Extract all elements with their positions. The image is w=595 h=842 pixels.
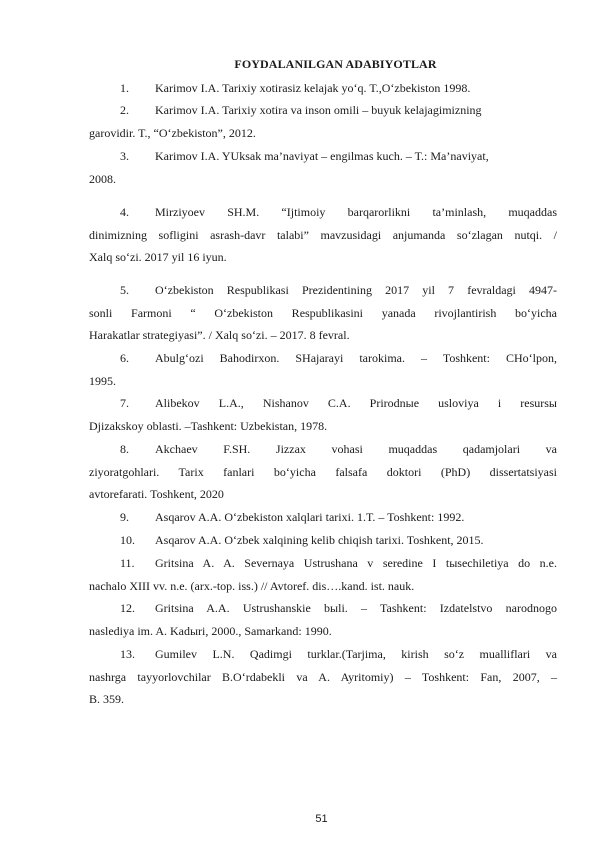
reference-text: Harakatlar strategiyasi”. / Xalq so‘zi. – 2017. 8 fevral.	[89, 328, 350, 343]
reference-text: Alibekov L.A., Nishanov C.A. Prirodnыe usloviya i resursы	[155, 396, 557, 410]
reference-item	[89, 529, 557, 552]
reference-text: B. 359.	[89, 692, 125, 707]
reference-number: 8.	[120, 442, 129, 456]
reference-text: 2008.	[89, 171, 116, 186]
reference-text: garovidir. T., “O‘zbekiston”, 2012.	[89, 125, 256, 140]
reference-number: 3.	[120, 149, 129, 163]
reference-item	[89, 201, 557, 269]
reference-text: ziyoratgohlari. Tarix fanlari bo‘yicha falsafa doktori (PhD) dissertatsiyasi	[89, 464, 557, 479]
reference-number: 2.	[120, 103, 129, 117]
reference-text: Akchaev F.SH. Jizzax vohasi muqaddas qadamjolari va	[155, 442, 557, 456]
reference-text: Xalq so‘zi. 2017 yil 16 iyun.	[89, 250, 227, 265]
reference-text: Gritsina A.A. Ustrushanskie bыli. – Tashkent: Izdatelstvo narodnogo	[155, 601, 557, 615]
reference-text: Karimov I.A. YUksak ma’naviyat – engilmas kuch. – T.: Ma’naviyat,	[155, 149, 489, 163]
reference-number: 1.	[120, 81, 129, 95]
reference-text: dinimizning sofligini asrash-davr talabi” mavzusidagi anjumanda so‘zlagan nutqi. /	[89, 227, 557, 242]
reference-number: 4.	[120, 205, 129, 219]
reference-text: Mirziyoev SH.M. “Ijtimoiy barqarorlikni ta’minlash, muqaddas	[155, 205, 557, 219]
reference-number: 10.	[120, 533, 135, 547]
reference-item	[89, 506, 557, 529]
reference-item	[89, 145, 557, 190]
reference-item	[89, 438, 557, 506]
reference-number: 12.	[120, 601, 135, 615]
reference-text: Karimov I.A. Tarixiy xotirasiz kelajak yo‘q. T.,O‘zbekiston 1998.	[155, 81, 471, 95]
reference-text: Karimov I.A. Tarixiy xotira va inson omili – buyuk kelajagimizning	[155, 103, 482, 117]
reference-number: 7.	[120, 396, 129, 410]
reference-number: 9.	[120, 510, 129, 524]
page-number: 51	[315, 813, 328, 825]
reference-text: sonli Farmoni “ O‘zbekiston Respublikasini yanada rivojlantirish bo‘yicha	[89, 305, 557, 320]
reference-text: Asqarov A.A. O‘zbekiston xalqlari tarixi. 1.T. – Toshkent: 1992.	[155, 510, 465, 524]
reference-number: 13.	[120, 647, 135, 661]
reference-item	[89, 392, 557, 437]
reference-item	[89, 552, 557, 597]
reference-text: nachalo XIII vv. n.e. (arx.-top. iss.) // Avtoref. dis….kand. ist. nauk.	[89, 578, 415, 593]
reference-text: O‘zbekiston Respublikasi Prezidentining 2017 yil 7 fevraldagi 4947-	[155, 283, 557, 297]
reference-item	[89, 279, 557, 347]
reference-number: 6.	[120, 351, 129, 365]
reference-item	[89, 77, 557, 100]
reference-text: Gumilev L.N. Qadimgi turklar.(Tarjima, kirish so‘z mualliflari va	[155, 647, 557, 661]
reference-text: Asqarov A.A. O‘zbek xalqining kelib chiqish tarixi. Toshkent, 2015.	[155, 533, 484, 547]
reference-item	[89, 597, 557, 642]
reference-item	[89, 643, 557, 711]
reference-item	[89, 99, 557, 144]
reference-text: Djizakskoy oblasti. –Tashkent: Uzbekistan, 1978.	[89, 418, 328, 433]
reference-text: nashrga tayyorlovchilar B.O‘rdabekli va A. Ayritomiy) – Toshkent: Fan, 2007, –	[89, 669, 557, 684]
reference-item	[89, 347, 557, 392]
reference-text: Gritsina A. A. Severnaya Ustrushana v seredine I tыsechiletiya do n.e.	[155, 556, 557, 570]
reference-number: 5.	[120, 283, 129, 297]
page-title: FOYDALANILGAN ADABIYOTLAR	[234, 57, 437, 71]
reference-number: 11.	[120, 556, 135, 570]
reference-text: avtorefarati. Toshkent, 2020	[89, 487, 224, 502]
reference-text: Abulg‘ozi Bahodirxon. SHajarayi tarokima. – Toshkent: CHo‘lpon,	[155, 351, 557, 365]
reference-text: 1995.	[89, 373, 116, 388]
reference-text: naslediya im. A. Kadыri, 2000., Samarkand: 1990.	[89, 623, 332, 638]
